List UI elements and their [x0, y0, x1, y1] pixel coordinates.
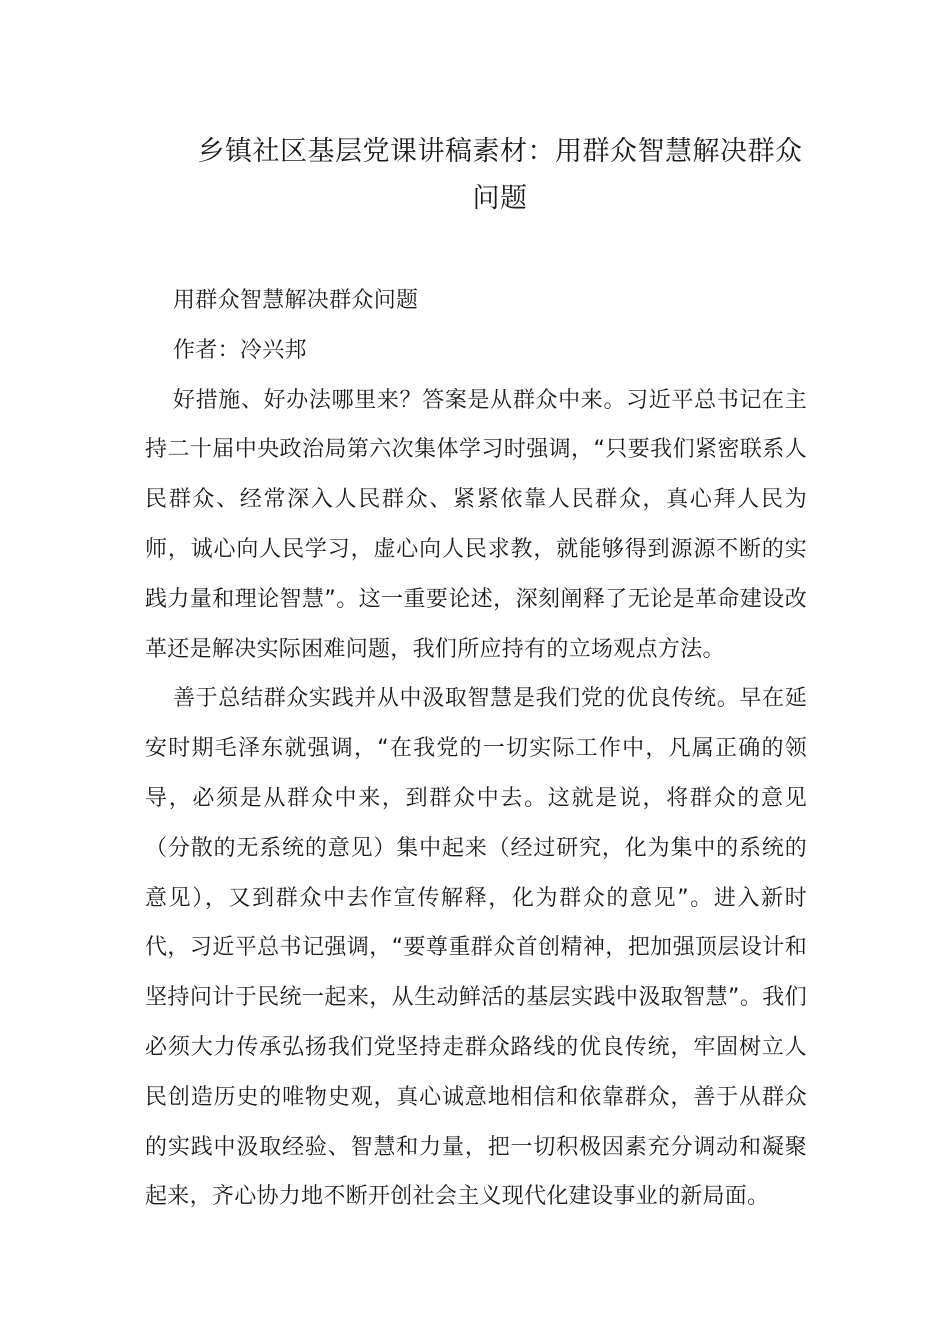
author-line: 作者：冷兴邦: [173, 337, 307, 363]
document-title: 乡镇社区基层党课讲稿素材：用群众智慧解决群众问题: [197, 136, 803, 214]
paragraph-1: 好措施、好办法哪里来？答案是从群众中来。习近平总书记在主持二十届中央政治局第六次集体学习时强调，“只要我们紧密联系人民群众、经常深入人民群众、紧紧依靠人民群众，真心拜人民为师，诚心向人民学习，虚心向人民求教，就能够得到源源不断的实践力量和理论智慧”。这一重要论述，深刻阐释了无论是革命建设改革还是解决实际困难问题，我们所应持有的立场观点方法。: [145, 387, 807, 662]
paragraph-2: 善于总结群众实践并从中汲取智慧是我们党的优良传统。早在延安时期毛泽东就强调，“在我党的一切实际工作中，凡属正确的领导，必须是从群众中来，到群众中去。这就是说，将群众的意见（分散的无系统的意见）集中起来（经过研究，化为集中的系统的意见），又到群众中去作宣传解释，化为群众的意见”。进入新时代，习近平总书记强调，“要尊重群众首创精神，把加强顶层设计和坚持问计于民统一起来，从生动鲜活的基层实践中汲取智慧”。我们必须大力传承弘扬我们党坚持走群众路线的优良传统，牢固树立人民创造历史的唯物史观，真心诚意地相信和依靠群众，善于从群众的实践中汲取经验、智慧和力量，把一切积极因素充分调动和凝聚起来，齐心协力地不断开创社会主义现代化建设事业的新局面。: [145, 686, 807, 1210]
document-body: [145, 276, 807, 1222]
document-subtitle: 用群众智慧解决群众问题: [173, 288, 419, 313]
